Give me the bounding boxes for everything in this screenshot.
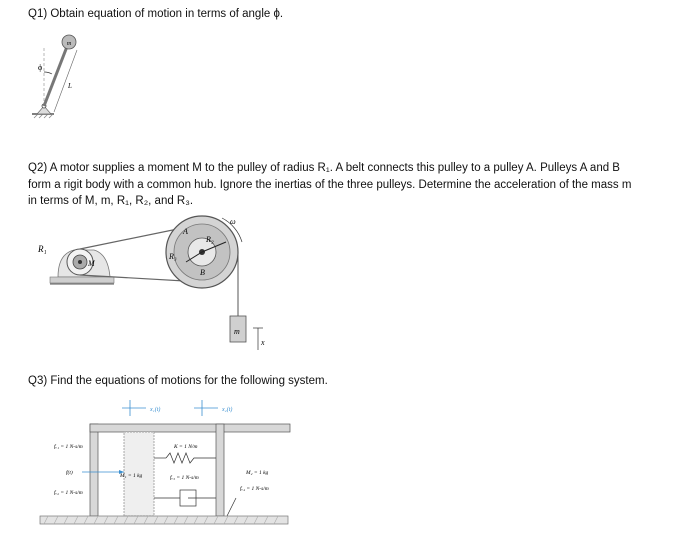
m2-block-wall <box>216 424 224 516</box>
fv4-label: fᵥ₄ = 1 N-s/m <box>240 486 269 492</box>
pendulum-rod <box>44 44 68 106</box>
r3-label: R₃ <box>169 252 177 261</box>
x-label: x <box>261 338 265 347</box>
fv3-label: fᵥ₃ = 1 N-s/m <box>170 475 199 481</box>
m2-label: M₂ = 1 kg <box>246 470 269 476</box>
angle-arc <box>44 72 52 74</box>
question-1-text: Q1) Obtain equation of motion in terms of angle ϕ. <box>28 8 284 20</box>
r2-label: R₂ <box>206 235 214 244</box>
question-2-line-3: in terms of M, m, R₁, R₂, and R₃. <box>28 195 194 207</box>
hanging-mass-label: m <box>234 327 240 336</box>
question-2-line-1: Q2) A motor supplies a moment M to the pulley of radius R₁. A belt connects this pulley to a pulley A. Pulleys A and B <box>28 162 620 174</box>
top-wall <box>90 424 290 432</box>
question-2-line-2: form a rigit body with a common hub. Ignore the inertias of the three pulleys. Determine the acceleration of the mass m <box>28 178 632 191</box>
x2-label: x₂(t) <box>222 407 233 413</box>
question-2-text <box>28 160 688 210</box>
label-a: A <box>183 227 188 236</box>
omega-label: ω <box>230 217 236 226</box>
question-3-text: Q3) Find the equations of motions for the following system. <box>28 375 328 387</box>
angle-label: ϕ <box>38 63 43 72</box>
force-label: f(t) <box>66 470 73 476</box>
mass-spring-damper-figure <box>38 398 298 533</box>
label-b: B <box>200 268 205 277</box>
spring-label: K = 1 N/m <box>174 444 198 450</box>
r1-label: R₁ <box>38 244 47 254</box>
pulley-figure <box>36 212 276 362</box>
m1-label: M₁ = 1 kg <box>120 473 143 479</box>
x1-label: x₁(t) <box>150 407 161 413</box>
pendulum-figure <box>28 28 108 128</box>
fv2-label: fᵥ₂ = 1 N-s/m <box>54 490 83 496</box>
left-wall <box>90 424 98 516</box>
spring <box>166 453 216 463</box>
length-label: L <box>68 82 72 90</box>
fv1-label: fᵥ₁ = 1 N-s/m <box>54 444 83 450</box>
length-dimension <box>54 50 77 112</box>
motor-base <box>50 277 114 283</box>
motor-moment-label: M <box>88 259 95 268</box>
mass-label: m <box>66 41 72 47</box>
